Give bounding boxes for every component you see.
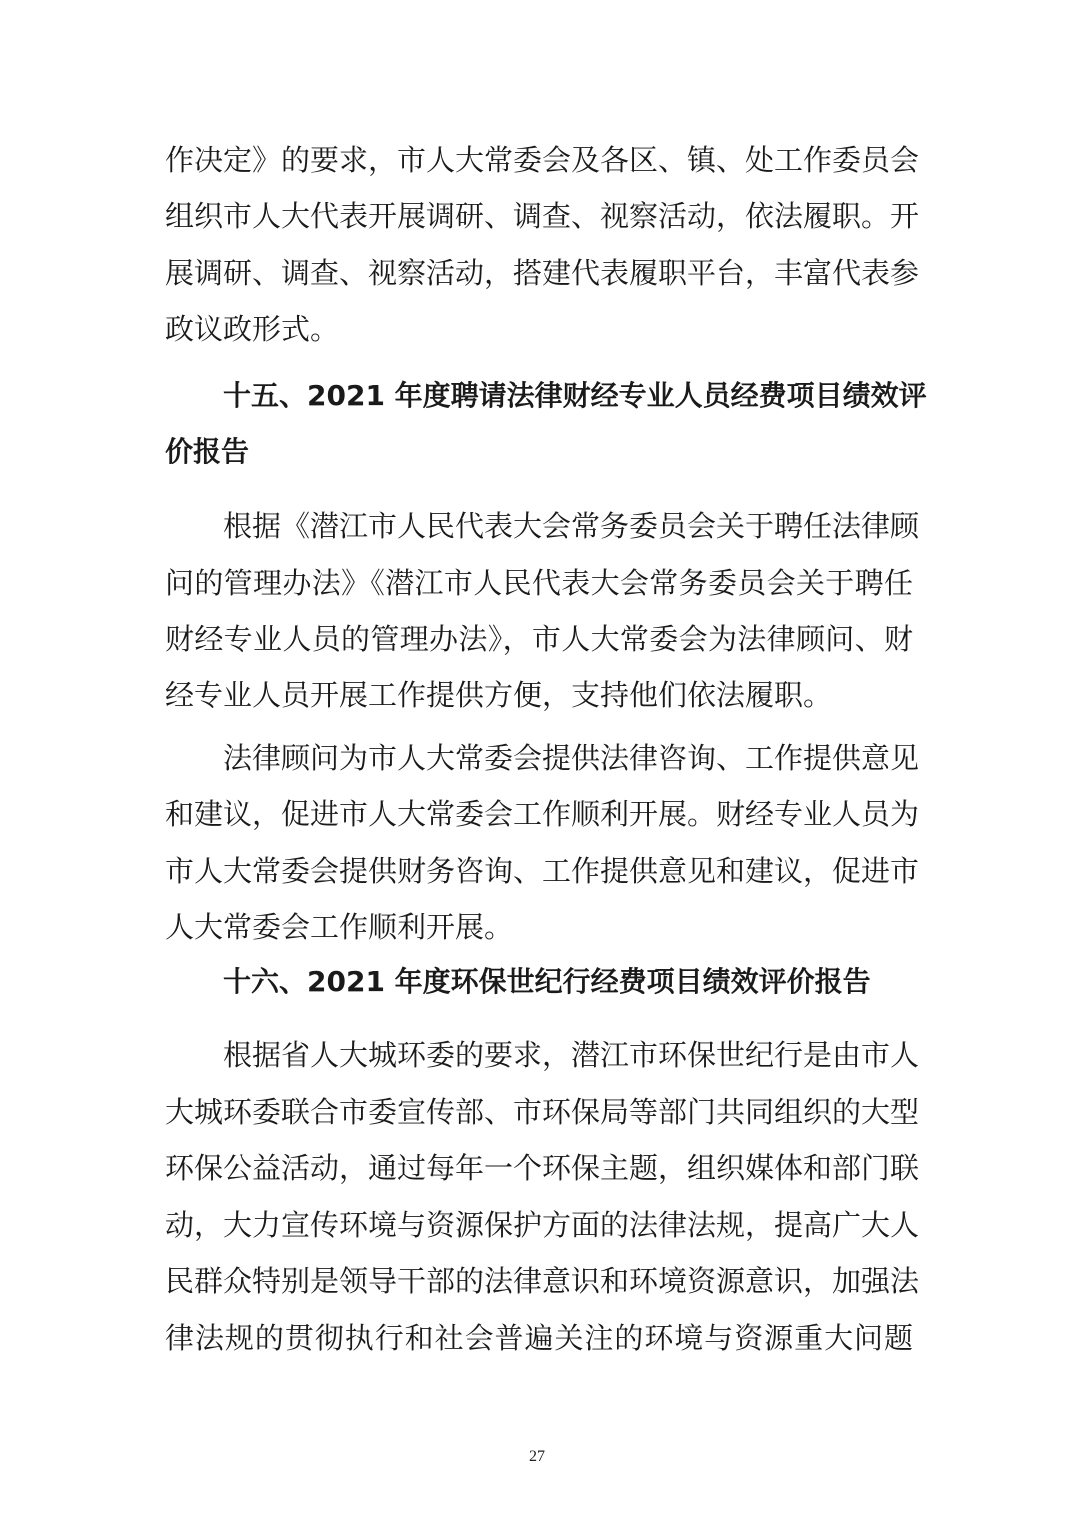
body-line: 动，大力宣传环境与资源保护方面的法律法规，提高广大人 <box>165 1208 920 1242</box>
body-line: 律法规的贯彻执行和社会普遍关注的环境与资源重大问题 <box>165 1321 913 1355</box>
section-heading-15: 十五、2021 年度聘请法律财经专业人员经费项目绩效评 <box>223 379 927 412</box>
page-number: 27 <box>529 1448 545 1465</box>
body-line: 经专业人员开展工作提供方便，支持他们依法履职。 <box>165 678 833 712</box>
body-line: 根据《潜江市人民代表大会常务委员会关于聘任法律顾 <box>223 509 920 543</box>
body-line: 财经专业人员的管理办法》，市人大常委会为法律顾问、财 <box>165 622 913 656</box>
body-line: 人大常委会工作顺利开展。 <box>165 910 514 944</box>
body-line: 大城环委联合市委宣传部、市环保局等部门共同组织的大型 <box>165 1095 920 1129</box>
body-line: 作决定》的要求，市人大常委会及各区、镇、处工作委员会 <box>165 143 920 177</box>
body-line: 法律顾问为市人大常委会提供法律咨询、工作提供意见 <box>223 741 920 775</box>
body-line: 组织市人大代表开展调研、调查、视察活动，依法履职。开 <box>165 199 920 233</box>
section-heading-16: 十六、2021 年度环保世纪行经费项目绩效评价报告 <box>223 965 871 998</box>
section-heading-15-cont: 价报告 <box>165 435 250 468</box>
body-line: 根据省人大城环委的要求，潜江市环保世纪行是由市人 <box>223 1038 920 1072</box>
body-line: 市人大常委会提供财务咨询、工作提供意见和建议，促进市 <box>165 854 920 888</box>
body-line: 民群众特别是领导干部的法律意识和环境资源意识，加强法 <box>165 1264 920 1298</box>
body-line: 问的管理办法》《潜江市人民代表大会常务委员会关于聘任 <box>165 566 913 600</box>
body-line: 环保公益活动，通过每年一个环保主题，组织媒体和部门联 <box>165 1151 920 1185</box>
body-line: 政议政形式。 <box>165 312 340 346</box>
body-line: 展调研、调查、视察活动，搭建代表履职平台，丰富代表参 <box>165 256 920 290</box>
body-line: 和建议，促进市人大常委会工作顺利开展。财经专业人员为 <box>165 797 920 831</box>
